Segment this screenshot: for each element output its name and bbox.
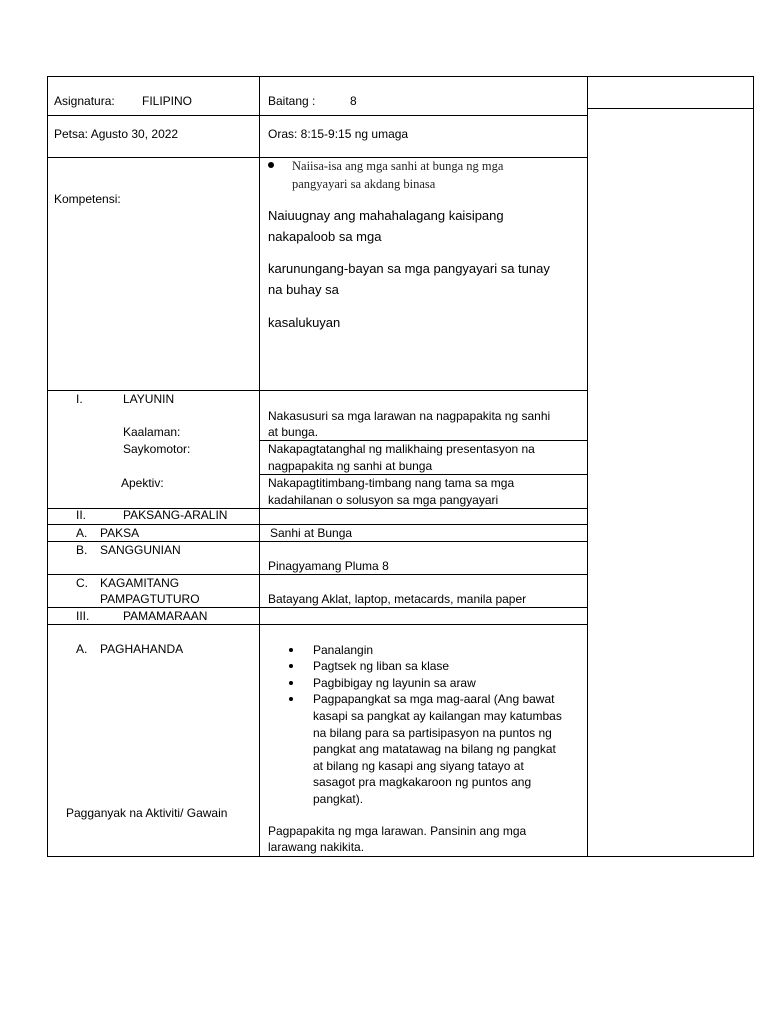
long-bullet-line: sasagot pra magkakaroon ng puntos ang bbox=[313, 775, 532, 789]
paksang-aralin-roman: II. bbox=[76, 508, 87, 522]
kompetensi-label: Kompetensi: bbox=[54, 192, 121, 206]
sanggunian-letter: B. bbox=[76, 543, 88, 557]
row-line bbox=[47, 624, 588, 625]
paksa-label: PAKSA bbox=[100, 526, 140, 540]
layunin-roman: I. bbox=[76, 392, 83, 406]
long-bullet-line: kasapi sa pangkat ay kailangan may katumbas bbox=[313, 709, 562, 723]
bullet-icon bbox=[289, 664, 293, 668]
kompetensi-para1-line-1: Naiuugnay ang mahahalagang kaisipang bbox=[268, 208, 504, 223]
bullet-icon bbox=[289, 681, 293, 685]
kaalaman-text-2: at bunga. bbox=[268, 425, 319, 439]
sanggunian-value: Pinagyamang Pluma 8 bbox=[268, 559, 389, 573]
apektiv-label: Apektiv: bbox=[121, 476, 164, 490]
pagpapakita-text-1: Pagpapakita ng mga larawan. Pansinin ang mga bbox=[268, 824, 527, 838]
bullet-item: Pagtsek ng liban sa klase bbox=[313, 659, 450, 673]
table-divider-col1 bbox=[259, 76, 260, 856]
kompetensi-para2-line-2: na buhay sa bbox=[268, 282, 339, 297]
long-bullet-line: pangkat ang matatawag na bilang ng pangkat bbox=[313, 742, 556, 756]
kagamitan-value: Batayang Aklat, laptop, metacards, manila paper bbox=[268, 592, 527, 606]
long-bullet-line: Pagpapangkat sa mga mag-aaral (Ang bawat bbox=[313, 692, 555, 706]
pagganyak-label: Pagganyak na Aktiviti/ Gawain bbox=[66, 806, 228, 820]
asignatura-value: FILIPINO bbox=[142, 94, 193, 108]
row-line bbox=[47, 115, 588, 116]
pamamaraan-title: PAMAMARAAN bbox=[123, 609, 208, 623]
bullet-icon bbox=[268, 162, 274, 168]
kagamitan-label-1: KAGAMITANG bbox=[100, 576, 180, 590]
pamamaraan-roman: III. bbox=[76, 609, 90, 623]
long-bullet-line: na bilang para sa partisipasyon na puntos ng bbox=[313, 726, 552, 740]
paghahanda-letter: A. bbox=[76, 642, 88, 656]
bullet-icon bbox=[289, 697, 293, 701]
kagamitan-letter: C. bbox=[76, 576, 88, 590]
petsa-text: Petsa: Agusto 30, 2022 bbox=[54, 127, 179, 141]
kaalaman-text-1: Nakasusuri sa mga larawan na nagpapakita ng sanhi bbox=[268, 409, 551, 423]
saykomotor-label: Saykomotor: bbox=[123, 442, 191, 456]
kompetensi-bullet-line-1: Naiisa-isa ang mga sanhi at bunga ng mga bbox=[292, 159, 504, 173]
kompetensi-bullet-line-2: pangyayari sa akdang binasa bbox=[292, 177, 436, 191]
apektiv-text-1: Nakapagtitimbang-timbang nang tama sa mga bbox=[268, 476, 515, 490]
table-border-top bbox=[47, 76, 754, 77]
row-line bbox=[587, 108, 754, 109]
long-bullet-line: pangkat). bbox=[313, 792, 364, 806]
baitang-value: 8 bbox=[350, 94, 357, 108]
asignatura-label: Asignatura: bbox=[54, 94, 115, 108]
paksa-letter: A. bbox=[76, 526, 88, 540]
table-divider-col2 bbox=[587, 76, 588, 856]
apektiv-text-2: kadahilanan o solusyon sa mga pangyayari bbox=[268, 493, 499, 507]
bullet-item: Panalangin bbox=[313, 643, 374, 657]
table-border-right bbox=[753, 76, 754, 856]
kaalaman-label: Kaalaman: bbox=[123, 425, 181, 439]
bullet-item: Pagbibigay ng layunin sa araw bbox=[313, 676, 476, 690]
kompetensi-para2-line-1: karunungang-bayan sa mga pangyayari sa tunay bbox=[268, 261, 550, 276]
table-border-left bbox=[47, 76, 48, 856]
kompetensi-para1-line-2: nakapaloob sa mga bbox=[268, 229, 382, 244]
paghahanda-label: PAGHAHANDA bbox=[100, 642, 184, 656]
saykomotor-text-2: nagpapakita ng sanhi at bunga bbox=[268, 459, 433, 473]
long-bullet-line: at bilang ng kasapi ang siyang tatayo at bbox=[313, 759, 524, 773]
table-border-bottom bbox=[47, 856, 754, 857]
saykomotor-text-1: Nakapagtatanghal ng malikhaing presentasyon na bbox=[268, 442, 535, 456]
layunin-title: LAYUNIN bbox=[123, 392, 175, 406]
baitang-label: Baitang : bbox=[268, 94, 316, 108]
kagamitan-label-2: PAMPAGTUTURO bbox=[100, 592, 200, 606]
sanggunian-label: SANGGUNIAN bbox=[100, 543, 181, 557]
pagpapakita-text-2: larawang nakikita. bbox=[268, 840, 365, 854]
paksang-aralin-title: PAKSANG-ARALIN bbox=[123, 508, 228, 522]
bullet-icon bbox=[289, 648, 293, 652]
oras-text: Oras: 8:15-9:15 ng umaga bbox=[268, 127, 409, 141]
kompetensi-para3: kasalukuyan bbox=[268, 315, 341, 330]
paksa-value: Sanhi at Bunga bbox=[270, 526, 353, 540]
